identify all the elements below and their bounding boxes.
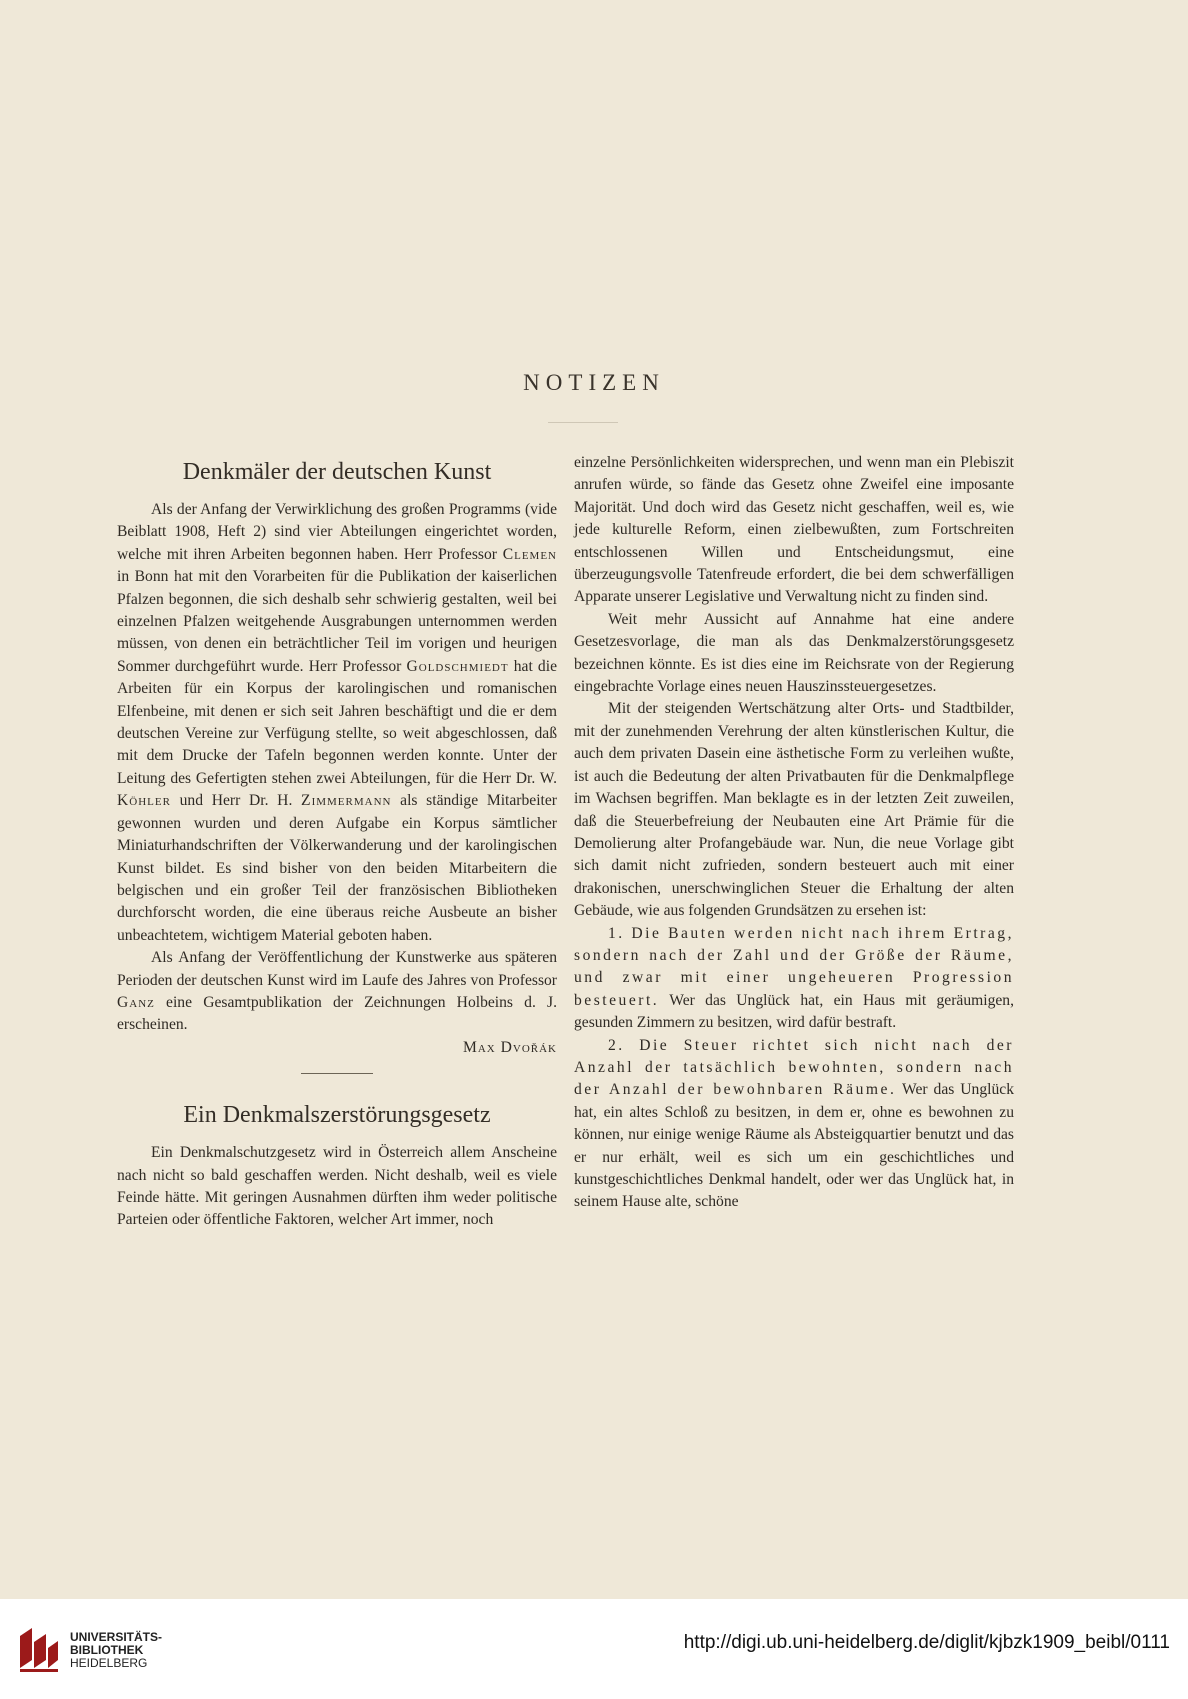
article2-list-item-1: 1. Die Bauten werden nicht nach ihrem Ertrag, sondern nach der Zahl und der Größe der Räume, und zwar mit einer ungeheueren Progression besteuert. Wer das Unglück hat, ein Haus mit geräumigen, gesunden Zimmern zu besitzen, wird dafür bestraft. <box>574 924 1014 1032</box>
article1-paragraph-2: Als Anfang der Veröffentlichung der Kunstwerke aus späteren Perioden der deutschen Kunst wird im Laufe des Jahres von Professor Ganz eine Gesamtpublikation der Zeichnungen Holbeins d. J. erscheinen. <box>117 949 557 1034</box>
article2-paragraph-2: Weit mehr Aussicht auf Annahme hat eine andere Gesetzesvorlage, die man als das Denkmalzerstörungsgesetz bezeichnen könnte. Es ist dies eine im Reichsrate von der Regierung eingebrachte Vorlage eines neuen Hauszinssteuergesetzes. <box>574 610 1014 696</box>
article2-paragraph-continued: einzelne Persönlichkeiten widersprechen, und wenn man ein Plebiszit anrufen würde, so fände das Gesetz ohne Zweifel eine imposante Majorität. Und doch wird das Gesetz nicht geschaffen, weil es, wie jede kulturelle Reform, einen zielbewußten, zum Fortschreiten entschlossenen Willen und Entscheidungsmut, eine überzeugungsvolle Tatenfreude erfordert, die bei dem schwerfälligen Apparate unserer Legislative und Verwaltung nicht zu finden sind. <box>574 454 1014 606</box>
article2-paragraph-3: Mit der steigenden Wertschätzung alter Orts- und Stadtbilder, mit der zunehmenden Verehrung der alten künstlerischen Kultur, die auch dem privaten Dasein eine ästhetische Form zu verleihen wußte, ist auch die Bedeutung der alten Privatbauten für die Denkmalpflege im Wachsen begriffen. Man beklagte es in der letzten Zeit zuweilen, daß die Steuerbefreiung der Neubauten eine Art Prämie für die Demolierung alter Profangebäude war. Nun, die neue Vorlage gibt sich damit nicht zufrieden, sondern besteuert auch mit einer drakonischen, unerschwinglichen Steuer die Erhaltung der alten Gebäude, wie aus folgenden Grundsätzen zu ersehen ist: <box>574 700 1014 920</box>
header-rule <box>548 422 618 423</box>
right-column <box>574 452 1014 1214</box>
library-name: UNIVERSITÄTS- BIBLIOTHEK HEIDELBERG <box>70 1630 163 1670</box>
article2-list-item-2: 2. Die Steuer richtet sich nicht nach der Anzahl der tatsächlich bewohnten, sondern nach der Anzahl der bewohnbaren Räume. Wer das Unglück hat, ein altes Schloß zu besitzen, in dem er, ohne es bewohnen zu können, nur einige wenige Räume als Absteigquartier benutzt und das er nur erhält, weil es sich um ein geschichtliches und kunstgeschichtliches Denkmal handelt, oder wer das Unglück hat, in seinem Hause alte, schöne <box>574 1036 1014 1211</box>
person-name: Köhler <box>117 792 171 810</box>
section-header: NOTIZEN <box>523 370 665 395</box>
university-library-logo-icon <box>12 1624 64 1676</box>
article-separator <box>301 1073 373 1074</box>
article2-paragraph-1: Ein Denkmalschutzgesetz wird in Österreich allem Anscheine nach nicht so bald geschaffen werden. Nicht deshalb, weil es viele Feinde hätte. Mit geringen Ausnahmen dürften ihm weder politische Parteien oder öffentliche Faktoren, welcher Art immer, noch <box>117 1144 557 1229</box>
article-title-denkmaeler: Denkmäler der deutschen Kunst <box>182 459 492 485</box>
footer-bar <box>0 1599 1188 1699</box>
article-title-denkmalszerstoerungsgesetz: Ein Denkmalszerstörungsgesetz <box>183 1102 491 1129</box>
article1-paragraph-1: Als der Anfang der Verwirklichung des großen Programms (vide Beiblatt 1908, Heft 2) sind vier Abteilungen eingerichtet worden, welche mit ihren Arbeiten begonnen haben. Herr Professor Clemen in Bonn hat mit den Vorarbeiten für die Publikation der kaiserlichen Pfalzen begonnen, die sich deshalb sehr schwierig gestalten, weil bei einzelnen Pfalzen weitgehende Ausgrabungen unternommen werden müssen, von denen ein beträchtlicher Teil im vorigen und heurigen Sommer durchgeführt wurde. Herr Professor Goldschmiedt hat die Arbeiten für ein Korpus der karolingischen und romanischen Elfenbeine, mit denen er sich seit Jahren beschäftigt und die er dem deutschen Vereine zur Verfügung stellte, so weit abgeschlossen, daß mit dem Drucke der Tafeln begonnen werden konnte. Unter der Leitung des Gefertigten stehen zwei Abteilungen, für die Herr Dr. W. Köhler und Herr Dr. H. Zimmermann als ständige Mitarbeiter gewonnen wurden und deren Aufgabe ein Korpus sämtlicher Miniaturhandschriften der Völkerwanderung und der karolingischen Kunst bildet. Es sind bisher von den beiden Mitarbeitern die belgischen und ein großer Teil der französischen Bibliotheken durchforscht worden, die eine überaus reiche Ausbeute an bisher unbeachtetem, wichtigem Material geboten haben. <box>117 501 557 944</box>
left-column <box>117 445 557 1232</box>
person-name: Clemen <box>502 545 557 563</box>
person-name: Ganz <box>117 993 155 1011</box>
person-name: Zimmermann <box>301 792 392 810</box>
source-url[interactable]: http://digi.ub.uni-heidelberg.de/diglit/kjbzk1909_beibl/0111 <box>683 1632 1170 1653</box>
author-signature: Max Dvořák <box>462 1038 557 1056</box>
person-name: Goldschmiedt <box>406 657 509 675</box>
